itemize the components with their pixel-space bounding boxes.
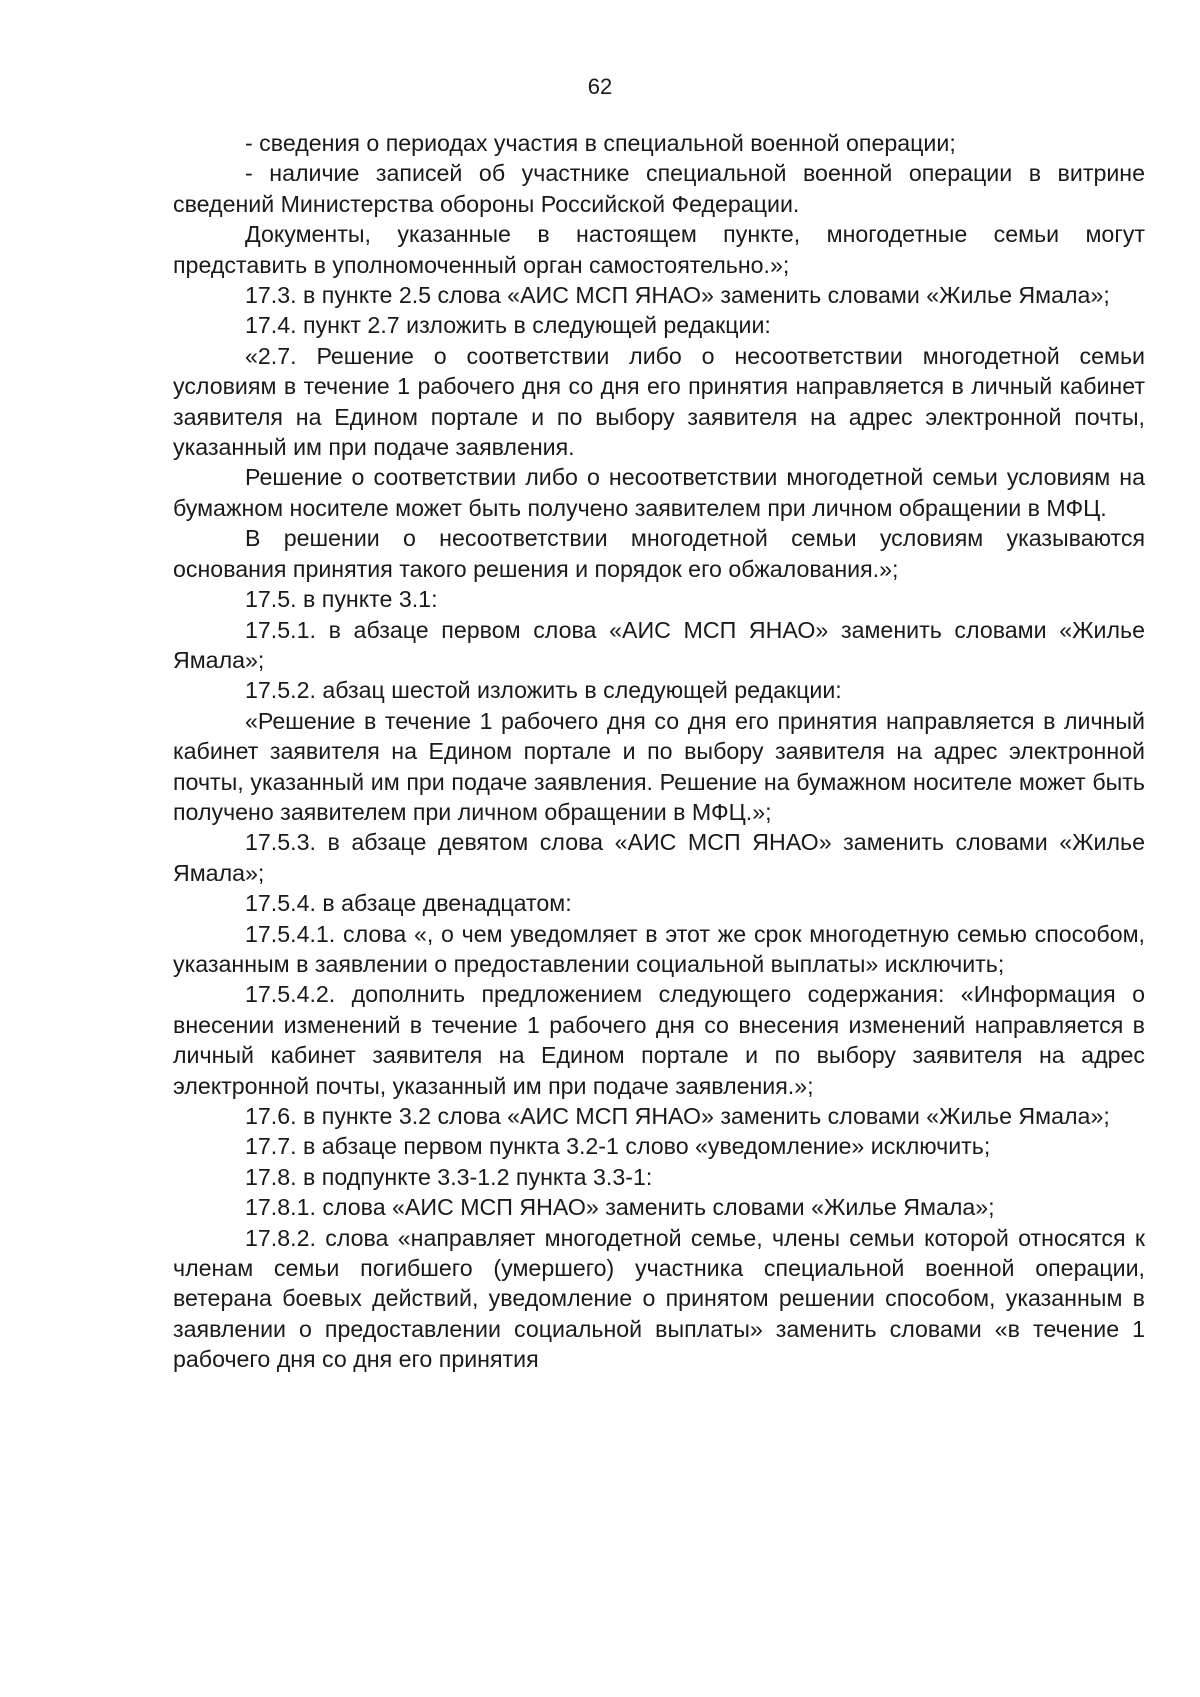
paragraph: 17.5.3. в абзаце девятом слова «АИС МСП ЯНАО» заменить словами «Жилье Ямала»; xyxy=(173,829,1145,886)
paragraph: В решении о несоответствии многодетной семьи условиям указываются основания принятия такого решения и порядок его обжалования.»; xyxy=(173,525,1145,582)
paragraph: «2.7. Решение о соответствии либо о несоответствии многодетной семьи условиям в течение 1 рабочего дня со дня его принятия направляется в личный кабинет заявителя на Едином портале и по выбору заявителя на адрес электронной почты, указанный им при подаче заявления. xyxy=(173,342,1145,461)
paragraph: 17.5.4.2. дополнить предложением следующего содержания: «Информация о внесении изменений в течение 1 рабочего дня со внесения изменений направляется в личный кабинет заявителя на Едином портале и по выбору заявителя на адрес электронной почты, указанный им при подаче заявления.»; xyxy=(173,981,1145,1099)
paragraph: - сведения о периодах участия в специальной военной операции; xyxy=(245,130,956,156)
paragraph: 17.5.1. в абзаце первом слова «АИС МСП ЯНАО» заменить словами «Жилье Ямала»; xyxy=(173,616,1145,673)
paragraph: - наличие записей об участнике специальной военной операции в витрине сведений Министерства обороны Российской Федерации. xyxy=(173,160,1145,217)
paragraph: 17.5.4. в абзаце двенадцатом: xyxy=(245,890,572,917)
paragraph: 17.3. в пункте 2.5 слова «АИС МСП ЯНАО» заменить словами «Жилье Ямала»; xyxy=(245,282,1110,309)
paragraph: 17.4. пункт 2.7 изложить в следующей редакции: xyxy=(245,312,771,339)
paragraph: 17.5.2. абзац шестой изложить в следующей редакции: xyxy=(245,677,842,704)
document-body xyxy=(173,128,1145,1375)
page-number: 62 xyxy=(587,74,613,99)
paragraph: Решение о соответствии либо о несоответствии многодетной семьи условиям на бумажном носителе может быть получено заявителем при личном обращении в МФЦ. xyxy=(173,464,1145,521)
paragraph: 17.8.1. слова «АИС МСП ЯНАО» заменить словами «Жилье Ямала»; xyxy=(245,1194,995,1221)
paragraph: 17.5. в пункте 3.1: xyxy=(245,586,438,613)
paragraph: 17.8. в подпункте 3.3-1.2 пункта 3.3-1: xyxy=(245,1163,653,1190)
paragraph: 17.8.2. слова «направляет многодетной семье, члены семьи которой относятся к членам семьи погибшего (умершего) участника специальной военной операции, ветерана боевых действий, уведомление о принятом решении способом, указанным в заявлении о предоставлении социальной выплаты» заменить словами «в течение 1 рабочего дня со дня его принятия xyxy=(173,1224,1145,1373)
paragraph: Документы, указанные в настоящем пункте, многодетные семьи могут представить в уполномоченный орган самостоятельно.»; xyxy=(173,221,1145,278)
paragraph: 17.6. в пункте 3.2 слова «АИС МСП ЯНАО» заменить словами «Жилье Ямала»; xyxy=(245,1103,1110,1129)
paragraph: 17.5.4.1. слова «, о чем уведомляет в этот же срок многодетную семью способом, указанным в заявлении о предоставлении социальной выплаты» исключить; xyxy=(173,920,1145,977)
paragraph: «Решение в течение 1 рабочего дня со дня его принятия направляется в личный кабинет заявителя на Едином портале и по выбору заявителя на адрес электронной почты, указанный им при подаче заявления. Решение на бумажном носителе может быть получено заявителем при личном обращении в МФЦ.»; xyxy=(173,707,1145,825)
paragraph: 17.7. в абзаце первом пункта 3.2-1 слово «уведомление» исключить; xyxy=(245,1133,991,1160)
